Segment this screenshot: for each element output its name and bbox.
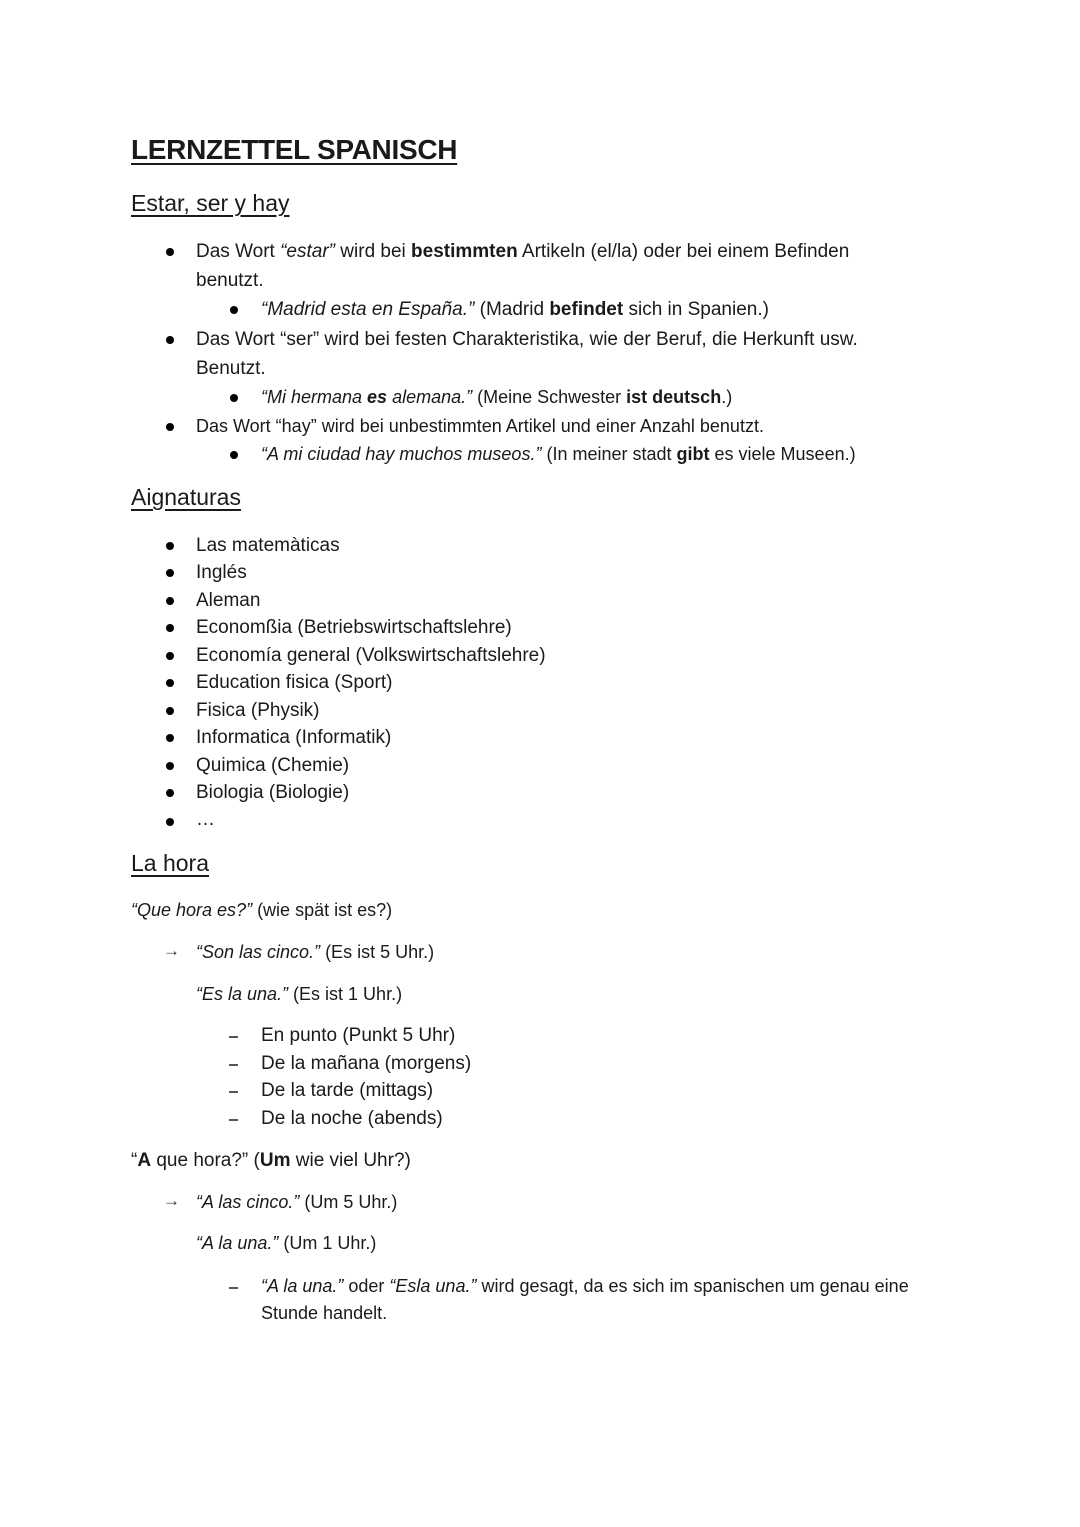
dash-icon bbox=[229, 1091, 238, 1093]
list-item: En punto (Punkt 5 Uhr) bbox=[261, 1025, 456, 1046]
ser-rule-line: Das Wort “ser” wird bei festen Charakteristika, wie der Beruf, die Herkunft usw. bbox=[196, 329, 858, 350]
list-item: Las matemàticas bbox=[196, 535, 340, 556]
answer-son-las-cinco: “Son las cinco.” (Es ist 5 Uhr.) bbox=[196, 942, 435, 962]
list-item: Fisica (Physik) bbox=[196, 700, 320, 721]
estar-rule-line: Das Wort “estar” wird bei bestimmten Artikeln (el/la) oder bei einem Befinden bbox=[196, 241, 850, 262]
bullet-icon bbox=[166, 818, 174, 826]
estar-rule-continuation: benutzt. bbox=[196, 270, 264, 291]
page-title: LERNZETTEL SPANISCH bbox=[131, 134, 458, 165]
estar-example: “Madrid esta en España.” (Madrid befindet sich in Spanien.) bbox=[261, 299, 769, 320]
ser-rule-continuation: Benutzt. bbox=[196, 358, 266, 379]
hay-rule-line: Das Wort “hay” wird bei unbestimmten Artikel und einer Anzahl benutzt. bbox=[196, 416, 764, 436]
section-heading-estar-ser-hay: Estar, ser y hay bbox=[131, 190, 290, 216]
bullet-icon bbox=[230, 451, 238, 459]
dash-icon bbox=[229, 1036, 238, 1038]
bullet-icon bbox=[166, 248, 174, 256]
bullet-icon bbox=[166, 597, 174, 605]
list-item: Inglés bbox=[196, 562, 247, 583]
question-que-hora-es: “Que hora es?” (wie spät ist es?) bbox=[131, 900, 393, 920]
ser-example: “Mi hermana es alemana.” (Meine Schwester ist deutsch.) bbox=[261, 387, 733, 407]
hay-example: “A mi ciudad hay muchos museos.” (In meiner stadt gibt es viele Museen.) bbox=[261, 444, 856, 464]
note-line: “A la una.” oder “Esla una.” wird gesagt, da es sich im spanischen um genau eine bbox=[261, 1276, 909, 1296]
dash-icon bbox=[229, 1287, 238, 1289]
section-heading-asignaturas: Aignaturas bbox=[131, 484, 241, 510]
bullet-icon bbox=[166, 336, 174, 344]
bullet-icon bbox=[166, 734, 174, 742]
list-item: De la tarde (mittags) bbox=[261, 1080, 434, 1101]
arrow-right-icon: → bbox=[163, 941, 180, 960]
list-item: Quimica (Chemie) bbox=[196, 755, 350, 776]
list-item: De la noche (abends) bbox=[261, 1108, 443, 1129]
question-a-que-hora: “A que hora?” (Um wie viel Uhr?) bbox=[131, 1150, 411, 1171]
section-heading-la-hora: La hora bbox=[131, 850, 210, 876]
answer-es-la-una: “Es la una.” (Es ist 1 Uhr.) bbox=[196, 984, 403, 1004]
bullet-icon bbox=[166, 624, 174, 632]
answer-a-las-cinco: “A las cinco.” (Um 5 Uhr.) bbox=[196, 1192, 398, 1212]
list-item: Aleman bbox=[196, 590, 261, 611]
dash-icon bbox=[229, 1064, 238, 1066]
list-item: … bbox=[196, 809, 215, 830]
list-item: De la mañana (morgens) bbox=[261, 1053, 472, 1074]
arrow-right-icon: → bbox=[163, 1191, 180, 1210]
bullet-icon bbox=[166, 569, 174, 577]
list-item: Economía general (Volkswirtschaftslehre) bbox=[196, 645, 546, 666]
bullet-icon bbox=[230, 394, 238, 402]
list-item: Economßia (Betriebswirtschaftslehre) bbox=[196, 617, 512, 638]
list-item: Informatica (Informatik) bbox=[196, 727, 392, 748]
bullet-icon bbox=[166, 542, 174, 550]
dash-icon bbox=[229, 1119, 238, 1121]
list-item: Education fisica (Sport) bbox=[196, 672, 393, 693]
list-item: Biologia (Biologie) bbox=[196, 782, 350, 803]
bullet-icon bbox=[166, 652, 174, 660]
bullet-icon bbox=[166, 762, 174, 770]
bullet-icon bbox=[166, 789, 174, 797]
bullet-icon bbox=[166, 679, 174, 687]
bullet-icon bbox=[230, 306, 238, 314]
bullet-icon bbox=[166, 423, 174, 431]
note-continuation: Stunde handelt. bbox=[261, 1303, 388, 1323]
answer-a-la-una: “A la una.” (Um 1 Uhr.) bbox=[196, 1233, 377, 1253]
bullet-icon bbox=[166, 707, 174, 715]
